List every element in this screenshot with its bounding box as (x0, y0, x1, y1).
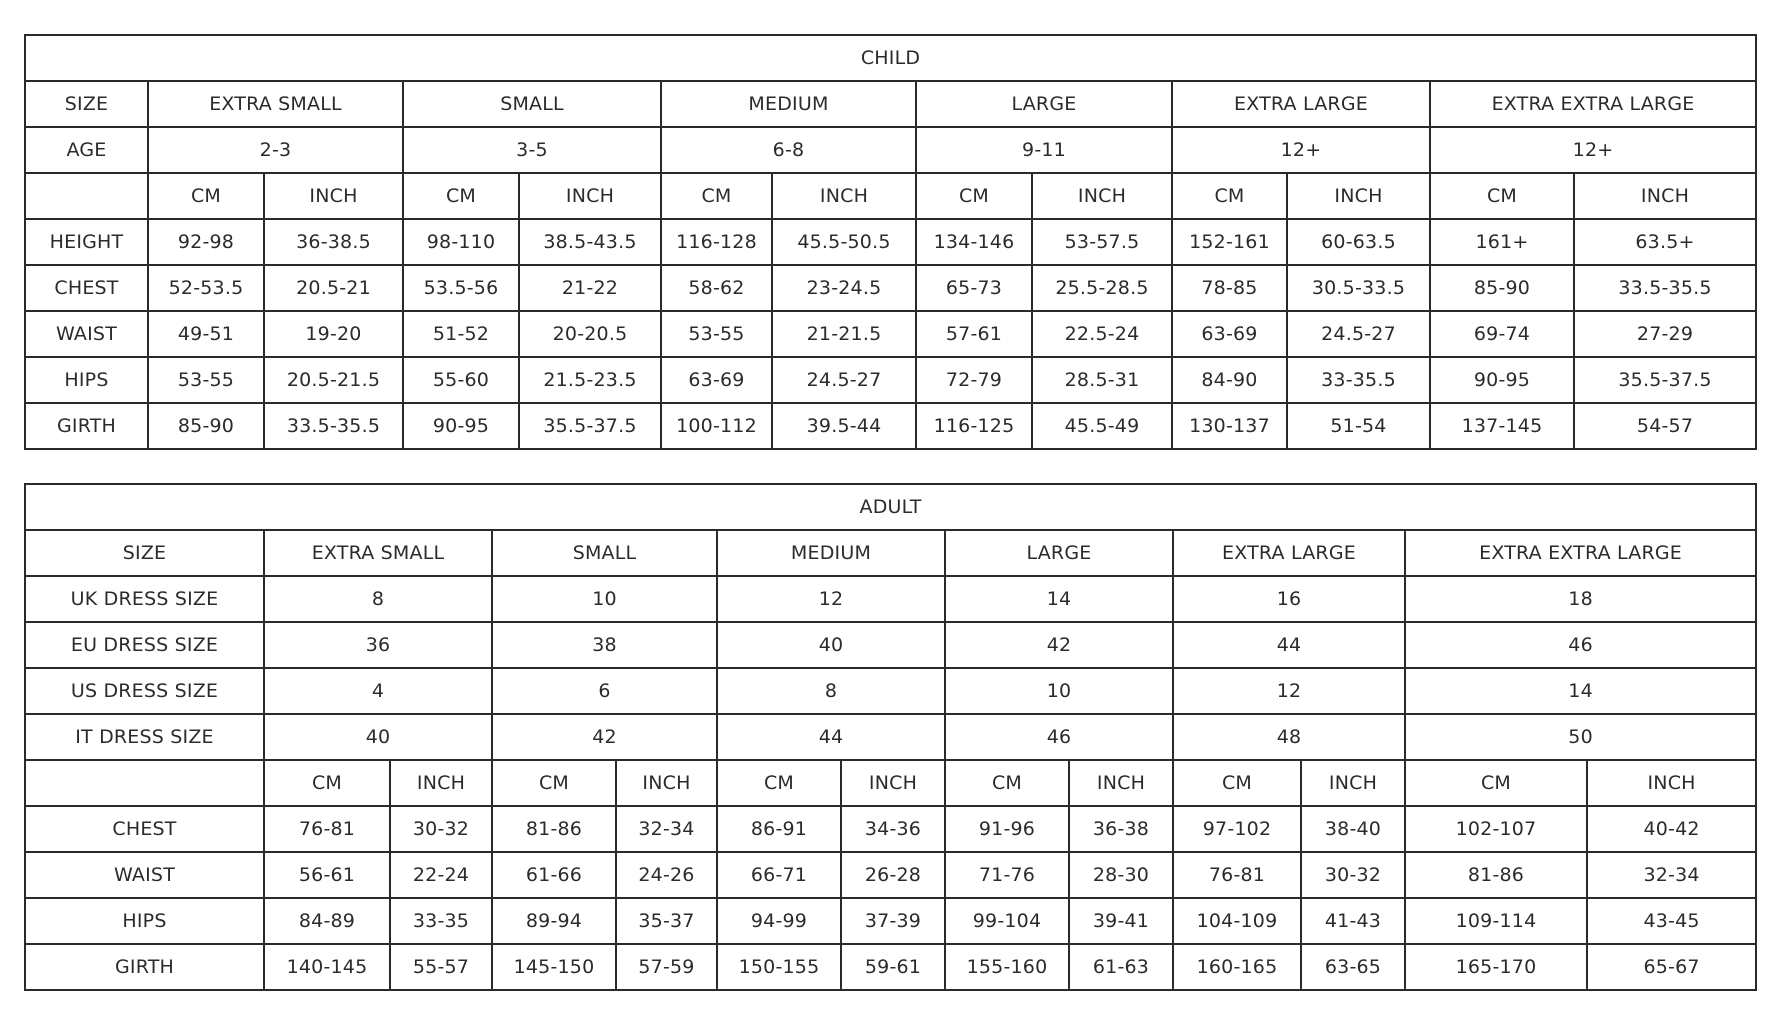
row-label: IT DRESS SIZE (25, 714, 264, 760)
measure-value: 81-86 (492, 806, 616, 852)
adult-dress-size-row (25, 576, 1756, 622)
age-value: 12+ (1430, 127, 1756, 173)
table-title: CHILD (25, 35, 1756, 81)
measure-value: 84-90 (1172, 357, 1287, 403)
dress-size-value: 40 (717, 622, 945, 668)
measure-value: 53-55 (148, 357, 264, 403)
adult-dress-size-row (25, 622, 1756, 668)
measure-value: 137-145 (1430, 403, 1574, 449)
row-label: AGE (25, 127, 148, 173)
age-value: 9-11 (916, 127, 1172, 173)
measure-value: 53-55 (661, 311, 772, 357)
adult-measure-row (25, 944, 1756, 990)
unit-header-inch: INCH (390, 760, 492, 806)
unit-header-cm: CM (1173, 760, 1301, 806)
unit-header-cm: CM (264, 760, 390, 806)
measure-value: 19-20 (264, 311, 403, 357)
adult-size-row (25, 530, 1756, 576)
measure-value: 24-26 (616, 852, 717, 898)
dress-size-value: 44 (717, 714, 945, 760)
adult-title-row (25, 484, 1756, 530)
dress-size-value: 10 (945, 668, 1173, 714)
measure-value: 20.5-21.5 (264, 357, 403, 403)
unit-header-inch: INCH (1069, 760, 1173, 806)
measure-value: 99-104 (945, 898, 1069, 944)
measure-value: 78-85 (1172, 265, 1287, 311)
empty-cell (25, 760, 264, 806)
measure-value: 66-71 (717, 852, 841, 898)
age-value: 3-5 (403, 127, 661, 173)
row-label: CHEST (25, 265, 148, 311)
table-title: ADULT (25, 484, 1756, 530)
adult-size-table (24, 483, 1757, 991)
row-label: US DRESS SIZE (25, 668, 264, 714)
measure-value: 104-109 (1173, 898, 1301, 944)
row-label: WAIST (25, 311, 148, 357)
child-age-row (25, 127, 1756, 173)
measure-value: 45.5-49 (1032, 403, 1172, 449)
row-label: SIZE (25, 81, 148, 127)
dress-size-value: 6 (492, 668, 717, 714)
dress-size-value: 36 (264, 622, 492, 668)
dress-size-value: 44 (1173, 622, 1405, 668)
measure-value: 34-36 (841, 806, 945, 852)
measure-value: 30-32 (390, 806, 492, 852)
measure-value: 140-145 (264, 944, 390, 990)
adult-dress-size-row (25, 714, 1756, 760)
unit-header-cm: CM (148, 173, 264, 219)
measure-value: 22-24 (390, 852, 492, 898)
unit-header-inch: INCH (519, 173, 661, 219)
measure-value: 61-63 (1069, 944, 1173, 990)
size-header: SMALL (403, 81, 661, 127)
unit-header-inch: INCH (264, 173, 403, 219)
measure-value: 53.5-56 (403, 265, 519, 311)
measure-value: 55-57 (390, 944, 492, 990)
measure-value: 91-96 (945, 806, 1069, 852)
size-header: EXTRA SMALL (148, 81, 403, 127)
measure-value: 32-34 (1587, 852, 1756, 898)
dress-size-value: 42 (492, 714, 717, 760)
measure-value: 102-107 (1405, 806, 1587, 852)
size-header: EXTRA LARGE (1173, 530, 1405, 576)
measure-value: 63.5+ (1574, 219, 1756, 265)
unit-header-inch: INCH (1032, 173, 1172, 219)
measure-value: 60-63.5 (1287, 219, 1430, 265)
adult-measure-row (25, 852, 1756, 898)
measure-value: 41-43 (1301, 898, 1405, 944)
measure-value: 52-53.5 (148, 265, 264, 311)
measure-value: 71-76 (945, 852, 1069, 898)
measure-value: 69-74 (1430, 311, 1574, 357)
measure-value: 33.5-35.5 (1574, 265, 1756, 311)
measure-value: 21-22 (519, 265, 661, 311)
dress-size-value: 50 (1405, 714, 1756, 760)
dress-size-value: 38 (492, 622, 717, 668)
unit-header-cm: CM (916, 173, 1032, 219)
measure-value: 85-90 (148, 403, 264, 449)
measure-value: 55-60 (403, 357, 519, 403)
unit-header-cm: CM (1430, 173, 1574, 219)
measure-value: 45.5-50.5 (772, 219, 916, 265)
measure-value: 35.5-37.5 (519, 403, 661, 449)
measure-value: 24.5-27 (1287, 311, 1430, 357)
measure-value: 150-155 (717, 944, 841, 990)
row-label: HEIGHT (25, 219, 148, 265)
size-header: LARGE (945, 530, 1173, 576)
unit-header-inch: INCH (772, 173, 916, 219)
measure-value: 51-52 (403, 311, 519, 357)
measure-value: 90-95 (403, 403, 519, 449)
child-measure-row (25, 403, 1756, 449)
row-label: SIZE (25, 530, 264, 576)
measure-value: 35-37 (616, 898, 717, 944)
row-label: GIRTH (25, 403, 148, 449)
unit-header-cm: CM (403, 173, 519, 219)
measure-value: 145-150 (492, 944, 616, 990)
measure-value: 20-20.5 (519, 311, 661, 357)
child-measure-row (25, 219, 1756, 265)
measure-value: 23-24.5 (772, 265, 916, 311)
measure-value: 161+ (1430, 219, 1574, 265)
dress-size-value: 18 (1405, 576, 1756, 622)
measure-value: 58-62 (661, 265, 772, 311)
unit-header-cm: CM (717, 760, 841, 806)
measure-value: 26-28 (841, 852, 945, 898)
dress-size-value: 46 (945, 714, 1173, 760)
dress-size-value: 12 (1173, 668, 1405, 714)
measure-value: 134-146 (916, 219, 1032, 265)
measure-value: 63-69 (1172, 311, 1287, 357)
measure-value: 61-66 (492, 852, 616, 898)
measure-value: 21.5-23.5 (519, 357, 661, 403)
unit-header-cm: CM (945, 760, 1069, 806)
measure-value: 56-61 (264, 852, 390, 898)
measure-value: 32-34 (616, 806, 717, 852)
dress-size-value: 12 (717, 576, 945, 622)
measure-value: 27-29 (1574, 311, 1756, 357)
age-value: 12+ (1172, 127, 1430, 173)
measure-value: 28-30 (1069, 852, 1173, 898)
size-header: SMALL (492, 530, 717, 576)
measure-value: 36-38 (1069, 806, 1173, 852)
measure-value: 38.5-43.5 (519, 219, 661, 265)
size-header: EXTRA SMALL (264, 530, 492, 576)
measure-value: 165-170 (1405, 944, 1587, 990)
measure-value: 22.5-24 (1032, 311, 1172, 357)
measure-value: 116-125 (916, 403, 1032, 449)
measure-value: 20.5-21 (264, 265, 403, 311)
adult-dress-size-row (25, 668, 1756, 714)
measure-value: 33-35 (390, 898, 492, 944)
dress-size-value: 42 (945, 622, 1173, 668)
unit-header-inch: INCH (841, 760, 945, 806)
measure-value: 49-51 (148, 311, 264, 357)
measure-value: 65-67 (1587, 944, 1756, 990)
measure-value: 63-65 (1301, 944, 1405, 990)
measure-value: 63-69 (661, 357, 772, 403)
measure-value: 97-102 (1173, 806, 1301, 852)
dress-size-value: 48 (1173, 714, 1405, 760)
measure-value: 59-61 (841, 944, 945, 990)
child-measure-row (25, 357, 1756, 403)
measure-value: 76-81 (264, 806, 390, 852)
empty-cell (25, 173, 148, 219)
measure-value: 38-40 (1301, 806, 1405, 852)
measure-value: 43-45 (1587, 898, 1756, 944)
measure-value: 90-95 (1430, 357, 1574, 403)
unit-header-inch: INCH (1574, 173, 1756, 219)
dress-size-value: 16 (1173, 576, 1405, 622)
measure-value: 89-94 (492, 898, 616, 944)
dress-size-value: 14 (945, 576, 1173, 622)
measure-value: 35.5-37.5 (1574, 357, 1756, 403)
row-label: WAIST (25, 852, 264, 898)
measure-value: 76-81 (1173, 852, 1301, 898)
measure-value: 28.5-31 (1032, 357, 1172, 403)
size-header: EXTRA LARGE (1172, 81, 1430, 127)
unit-header-inch: INCH (1587, 760, 1756, 806)
measure-value: 25.5-28.5 (1032, 265, 1172, 311)
measure-value: 130-137 (1172, 403, 1287, 449)
adult-unit-row (25, 760, 1756, 806)
unit-header-cm: CM (661, 173, 772, 219)
age-value: 2-3 (148, 127, 403, 173)
measure-value: 30.5-33.5 (1287, 265, 1430, 311)
measure-value: 72-79 (916, 357, 1032, 403)
dress-size-value: 10 (492, 576, 717, 622)
measure-value: 39.5-44 (772, 403, 916, 449)
size-header: MEDIUM (661, 81, 916, 127)
measure-value: 57-61 (916, 311, 1032, 357)
measure-value: 54-57 (1574, 403, 1756, 449)
measure-value: 152-161 (1172, 219, 1287, 265)
unit-header-inch: INCH (1301, 760, 1405, 806)
measure-value: 51-54 (1287, 403, 1430, 449)
measure-value: 92-98 (148, 219, 264, 265)
measure-value: 160-165 (1173, 944, 1301, 990)
row-label: GIRTH (25, 944, 264, 990)
child-size-row (25, 81, 1756, 127)
measure-value: 40-42 (1587, 806, 1756, 852)
child-unit-row (25, 173, 1756, 219)
measure-value: 33.5-35.5 (264, 403, 403, 449)
dress-size-value: 14 (1405, 668, 1756, 714)
unit-header-cm: CM (1172, 173, 1287, 219)
unit-header-inch: INCH (1287, 173, 1430, 219)
measure-value: 65-73 (916, 265, 1032, 311)
size-header: EXTRA EXTRA LARGE (1405, 530, 1756, 576)
dress-size-value: 40 (264, 714, 492, 760)
unit-header-cm: CM (492, 760, 616, 806)
dress-size-value: 46 (1405, 622, 1756, 668)
measure-value: 81-86 (1405, 852, 1587, 898)
measure-value: 57-59 (616, 944, 717, 990)
measure-value: 155-160 (945, 944, 1069, 990)
unit-header-cm: CM (1405, 760, 1587, 806)
measure-value: 24.5-27 (772, 357, 916, 403)
measure-value: 116-128 (661, 219, 772, 265)
measure-value: 30-32 (1301, 852, 1405, 898)
measure-value: 37-39 (841, 898, 945, 944)
adult-measure-row (25, 806, 1756, 852)
age-value: 6-8 (661, 127, 916, 173)
size-header: MEDIUM (717, 530, 945, 576)
child-title-row (25, 35, 1756, 81)
row-label: CHEST (25, 806, 264, 852)
measure-value: 86-91 (717, 806, 841, 852)
measure-value: 98-110 (403, 219, 519, 265)
measure-value: 21-21.5 (772, 311, 916, 357)
row-label: HIPS (25, 357, 148, 403)
dress-size-value: 8 (264, 576, 492, 622)
measure-value: 109-114 (1405, 898, 1587, 944)
measure-value: 100-112 (661, 403, 772, 449)
child-size-table (24, 34, 1757, 450)
dress-size-value: 4 (264, 668, 492, 714)
unit-header-inch: INCH (616, 760, 717, 806)
adult-measure-row (25, 898, 1756, 944)
measure-value: 53-57.5 (1032, 219, 1172, 265)
row-label: UK DRESS SIZE (25, 576, 264, 622)
child-measure-row (25, 265, 1756, 311)
row-label: HIPS (25, 898, 264, 944)
measure-value: 33-35.5 (1287, 357, 1430, 403)
row-label: EU DRESS SIZE (25, 622, 264, 668)
size-header: LARGE (916, 81, 1172, 127)
measure-value: 36-38.5 (264, 219, 403, 265)
measure-value: 84-89 (264, 898, 390, 944)
measure-value: 39-41 (1069, 898, 1173, 944)
measure-value: 94-99 (717, 898, 841, 944)
dress-size-value: 8 (717, 668, 945, 714)
measure-value: 85-90 (1430, 265, 1574, 311)
child-measure-row (25, 311, 1756, 357)
size-header: EXTRA EXTRA LARGE (1430, 81, 1756, 127)
